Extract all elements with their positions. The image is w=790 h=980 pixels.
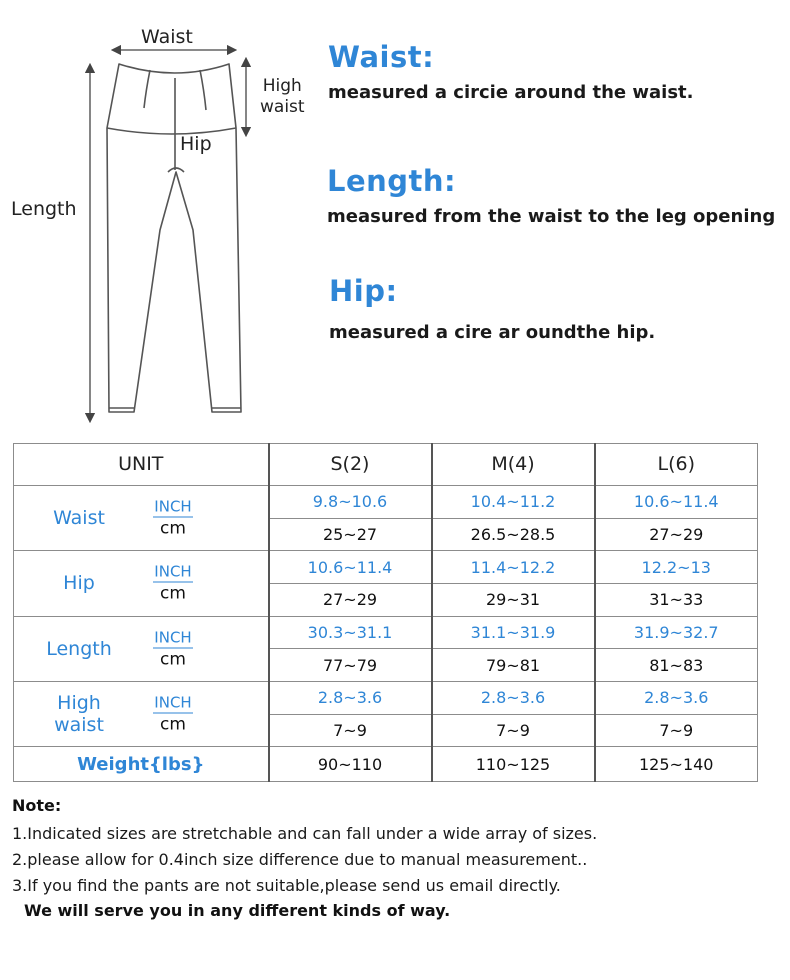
weight-m: 110~125 <box>432 747 595 782</box>
high-waist-diagram-label: High waist <box>260 76 305 117</box>
pants-diagram <box>0 0 320 430</box>
waist-unit-cell <box>14 485 269 550</box>
size-header-s: S(2) <box>269 444 432 486</box>
high-waist-unit-cell <box>14 681 269 746</box>
hip-cm-m: 29~31 <box>432 583 595 616</box>
hip-diagram-label: Hip <box>180 133 212 155</box>
waist-cm-m: 26.5~28.5 <box>432 518 595 551</box>
table-row <box>14 616 758 649</box>
notes-closing: We will serve you in any different kinds of way. <box>24 901 451 920</box>
size-header-m: M(4) <box>432 444 595 486</box>
note-line-3: 3.If you find the pants are not suitable,please send us email directly. <box>12 876 561 895</box>
unit-header: UNIT <box>14 444 269 486</box>
note-line-2: 2.please allow for 0.4inch size difference due to manual measurement.. <box>12 850 588 869</box>
hip-definition-title: Hip: <box>329 274 398 308</box>
length-cm-m: 79~81 <box>432 649 595 682</box>
notes-section <box>12 796 772 920</box>
weight-label: Weight{lbs} <box>14 747 269 782</box>
weight-s: 90~110 <box>269 747 432 782</box>
waist-inch-l: 10.6~11.4 <box>595 485 758 518</box>
waist-inch-s: 9.8~10.6 <box>269 485 432 518</box>
notes-title: Note: <box>12 796 62 815</box>
table-row <box>14 681 758 714</box>
unit-fraction: INCH cm <box>154 693 192 735</box>
table-row <box>14 485 758 518</box>
waist-diagram-label: Waist <box>141 26 193 48</box>
unit-fraction: INCH cm <box>154 497 192 539</box>
length-definition-text: measured from the waist to the leg opening <box>327 206 776 227</box>
length-inch-m: 31.1~31.9 <box>432 616 595 649</box>
unit-fraction: INCH cm <box>154 628 192 670</box>
row-label-length: Length <box>46 637 112 660</box>
waist-inch-m: 10.4~11.2 <box>432 485 595 518</box>
row-label-hip: Hip <box>63 572 95 595</box>
waist-cm-s: 25~27 <box>269 518 432 551</box>
size-chart <box>13 443 757 782</box>
size-table <box>13 443 758 782</box>
hip-definition-text: measured a cire ar oundthe hip. <box>329 322 656 343</box>
high-waist-cm-s: 7~9 <box>269 714 432 747</box>
row-label-waist: Waist <box>53 507 105 530</box>
length-definition <box>327 164 787 227</box>
waist-definition-title: Waist: <box>328 40 435 74</box>
note-line-1: 1.Indicated sizes are stretchable and can fall under a wide array of sizes. <box>12 824 598 843</box>
waist-cm-l: 27~29 <box>595 518 758 551</box>
table-row <box>14 551 758 584</box>
high-waist-inch-l: 2.8~3.6 <box>595 681 758 714</box>
high-waist-inch-s: 2.8~3.6 <box>269 681 432 714</box>
unit-fraction: INCH cm <box>154 562 192 604</box>
length-inch-l: 31.9~32.7 <box>595 616 758 649</box>
weight-row <box>14 747 758 782</box>
table-header-row <box>14 444 758 486</box>
length-inch-s: 30.3~31.1 <box>269 616 432 649</box>
hip-inch-s: 10.6~11.4 <box>269 551 432 584</box>
weight-l: 125~140 <box>595 747 758 782</box>
row-label-high-waist: High waist <box>54 692 104 737</box>
high-waist-cm-m: 7~9 <box>432 714 595 747</box>
hip-inch-m: 11.4~12.2 <box>432 551 595 584</box>
hip-cm-l: 31~33 <box>595 583 758 616</box>
hip-inch-l: 12.2~13 <box>595 551 758 584</box>
length-unit-cell <box>14 616 269 681</box>
hip-definition <box>329 274 789 343</box>
length-cm-s: 77~79 <box>269 649 432 682</box>
length-diagram-label: Length <box>11 198 77 220</box>
hip-unit-cell <box>14 551 269 616</box>
size-header-l: L(6) <box>595 444 758 486</box>
high-waist-cm-l: 7~9 <box>595 714 758 747</box>
high-waist-inch-m: 2.8~3.6 <box>432 681 595 714</box>
length-definition-title: Length: <box>327 164 457 198</box>
hip-cm-s: 27~29 <box>269 583 432 616</box>
waist-definition <box>328 40 788 103</box>
length-cm-l: 81~83 <box>595 649 758 682</box>
waist-definition-text: measured a circie around the waist. <box>328 82 694 103</box>
